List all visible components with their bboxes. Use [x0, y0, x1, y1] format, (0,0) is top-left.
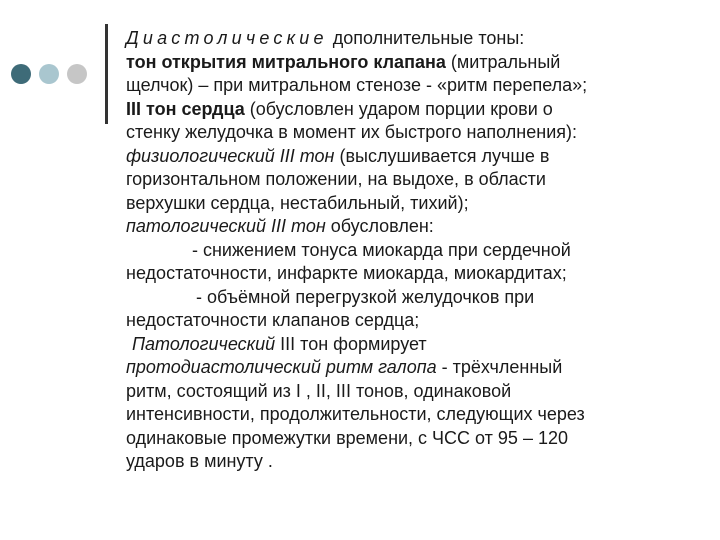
term-italic: физиологический III тон	[126, 145, 335, 166]
text-span: одинаковые промежутки времени, с ЧСС от 95 – 120	[126, 427, 568, 448]
text-line-7	[126, 168, 706, 192]
text-line-19	[126, 450, 706, 474]
text-line-12	[126, 286, 706, 310]
term-bold: тон открытия митрального клапана	[126, 51, 446, 72]
dot-light-teal	[39, 64, 59, 84]
text-span: обусловлен:	[325, 216, 434, 236]
term-italic: протодиастолический ритм галопа	[126, 357, 437, 377]
text-line-3	[126, 74, 706, 98]
dot-gray	[67, 64, 87, 84]
dot-dark	[11, 64, 31, 84]
text-line-5	[126, 121, 706, 145]
text-span: горизонтальном положении, на выдохе, в области	[126, 169, 546, 189]
heading-spaced: Диастолические	[126, 28, 328, 48]
term-italic: Патологический	[132, 333, 276, 354]
text-span: щелчок) – при митральном стенозе - «ритм перепела»;	[126, 75, 588, 95]
text-line-1	[126, 27, 706, 51]
text-line-16	[126, 380, 706, 404]
text-line-14	[126, 333, 706, 357]
term-bold: III тон сердца	[126, 98, 245, 119]
text-span: (митральный	[445, 51, 561, 72]
text-span: ритм, состоящий из I , II, III тонов, одинаковой	[126, 380, 512, 401]
text-span: - объёмной перегрузкой желудочков при	[196, 286, 535, 307]
text-span: стенку желудочка в момент их быстрого наполнения):	[126, 122, 577, 142]
text-line-11	[126, 262, 706, 286]
text-line-8	[126, 192, 706, 216]
text-span: III тон формирует	[275, 333, 427, 354]
text-span: недостаточности клапанов сердца;	[126, 310, 420, 330]
text-span: дополнительные тоны:	[327, 28, 525, 48]
text-span: - снижением тонуса миокарда при сердечной	[192, 239, 571, 260]
text-span: (обусловлен ударом порции крови о	[244, 98, 553, 119]
text-span: недостаточности, инфаркте миокарда, миокардитах;	[126, 263, 567, 283]
text-span: (выслушивается лучше в	[334, 145, 550, 166]
text-line-9	[126, 215, 706, 239]
vertical-divider	[105, 24, 108, 124]
text-line-2	[126, 51, 706, 75]
text-line-17	[126, 403, 706, 427]
text-span: - трёхчленный	[436, 357, 563, 377]
text-line-4	[126, 98, 706, 122]
term-italic: патологический III тон	[126, 216, 326, 236]
decorative-dots	[11, 64, 87, 84]
text-line-6	[126, 145, 706, 169]
text-line-13	[126, 309, 706, 333]
text-span: интенсивности, продолжительности, следующих через	[126, 404, 585, 424]
text-line-15	[126, 356, 706, 380]
text-line-18	[126, 427, 706, 451]
slide-text	[126, 27, 706, 474]
text-line-10	[126, 239, 706, 263]
text-span: ударов в минуту .	[126, 451, 273, 471]
text-span: верхушки сердца, нестабильный, тихий);	[126, 192, 469, 213]
